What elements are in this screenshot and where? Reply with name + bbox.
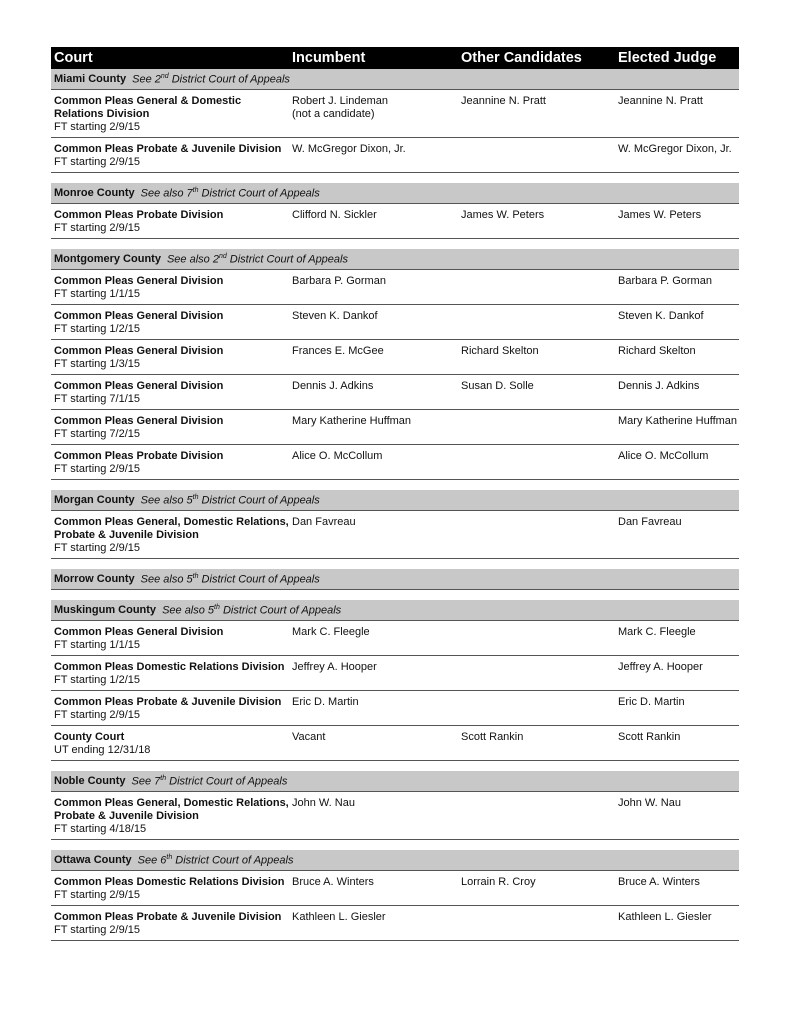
appeals-reference-suffix: District Court of Appeals [198,573,320,586]
court-cell [51,876,289,902]
court-cell [51,345,289,371]
appeals-reference-suffix: District Court of Appeals [219,604,342,617]
elected-judge-cell: James W. Peters [618,209,702,221]
table-row [51,871,739,906]
appeals-reference [132,73,290,86]
court-name: Common Pleas General & Domestic Relations Division [54,95,242,120]
court-cell [51,275,289,301]
court-name: Common Pleas General Division [54,626,224,638]
other-candidates-cell [458,661,615,687]
incumbent-name: Eric D. Martin [292,696,359,708]
other-candidates-cell: Richard Skelton [461,345,539,357]
section-gap [51,559,739,569]
county-header [51,490,739,511]
appeals-reference-prefix: See 2 [132,73,161,86]
term-text: FT starting 1/1/15 [54,639,141,651]
county-name: Noble County [54,775,126,787]
elected-judge-cell: Barbara P. Gorman [618,275,712,287]
other-candidates-cell [458,911,615,937]
county-header [51,850,739,871]
incumbent-name: Frances E. McGee [292,345,384,357]
county-header [51,249,739,270]
court-name: Common Pleas General, Domestic Relations, Probate & Juvenile Division [54,797,289,822]
incumbent-name: Dennis J. Adkins [292,380,374,392]
appeals-reference [132,775,288,788]
county-name: Ottawa County [54,854,132,866]
appeals-reference-ordinal: th [214,603,220,611]
county-name: Muskingum County [54,604,157,616]
court-name: Common Pleas General Division [54,345,224,357]
incumbent-name: Jeffrey A. Hooper [292,661,377,673]
section-gap [51,239,739,249]
table-body [51,69,739,941]
table-row [51,621,739,656]
incumbent-cell [289,516,458,555]
incumbent-cell [289,209,458,235]
court-cell [51,143,289,169]
table-row [51,792,739,840]
county-header [51,771,739,792]
court-cell [51,415,289,441]
elected-judge-cell: Dennis J. Adkins [618,380,700,392]
court-name: Common Pleas Probate & Juvenile Division [54,696,282,708]
county-header [51,600,739,621]
appeals-reference-suffix: District Court of Appeals [166,775,288,788]
elected-judge-cell: Bruce A. Winters [618,876,700,888]
appeals-reference-prefix: See 7 [131,775,161,788]
table-row [51,445,739,480]
term-text: FT starting 2/9/15 [54,222,141,234]
table-row [51,656,739,691]
incumbent-cell [289,345,458,371]
other-candidates-cell [458,415,615,441]
incumbent-cell [289,626,458,652]
term-text: FT starting 2/9/15 [54,156,141,168]
appeals-reference-ordinal: nd [160,72,169,80]
elected-judge-cell: John W. Nau [618,797,681,809]
county-name: Montgomery County [54,253,161,265]
incumbent-name: Steven K. Dankof [292,310,378,322]
section-gap [51,840,739,850]
header-incumbent: Incumbent [292,50,366,66]
other-candidates-cell [458,626,615,652]
header-other-candidates: Other Candidates [461,50,582,66]
incumbent-name: W. McGregor Dixon, Jr. [292,143,406,155]
incumbent-cell [289,415,458,441]
incumbent-name: Mary Katherine Huffman [292,415,412,427]
incumbent-note: (not a candidate) [292,108,375,120]
appeals-reference-prefix: See also 5 [140,573,193,586]
section-gap [51,590,739,600]
other-candidates-cell [458,797,615,836]
incumbent-cell [289,731,458,757]
court-cell [51,516,289,555]
appeals-reference [141,573,320,586]
other-candidates-cell [458,516,615,555]
elected-judge-cell: Richard Skelton [618,345,696,357]
term-text: UT ending 12/31/18 [54,744,151,756]
other-candidates-cell [458,450,615,476]
table-row [51,691,739,726]
term-text: FT starting 2/9/15 [54,121,141,133]
court-cell [51,95,289,134]
county-name: Miami County [54,73,127,85]
table-row [51,726,739,761]
county-name: Morgan County [54,494,135,506]
appeals-reference-prefix: See also 2 [166,253,219,266]
table-row [51,410,739,445]
table-row [51,906,739,941]
term-text: FT starting 2/9/15 [54,709,141,721]
court-name: Common Pleas General, Domestic Relations, Probate & Juvenile Division [54,516,289,541]
appeals-reference-suffix: District Court of Appeals [168,73,290,86]
elected-judge-cell: Scott Rankin [618,731,681,743]
incumbent-cell [289,661,458,687]
table-row [51,270,739,305]
appeals-reference-ordinal: nd [218,252,227,260]
term-text: FT starting 1/2/15 [54,323,141,335]
term-text: FT starting 4/18/15 [54,823,147,835]
other-candidates-cell: Susan D. Solle [461,380,534,392]
appeals-reference-suffix: District Court of Appeals [172,854,294,867]
appeals-reference-ordinal: th [192,186,199,194]
county-name: Morrow County [54,573,135,585]
incumbent-name: Alice O. McCollum [292,450,383,462]
election-results-table [51,47,739,941]
term-text: FT starting 7/2/15 [54,428,141,440]
header-court: Court [54,50,93,66]
court-name: Common Pleas General Division [54,310,224,322]
term-text: FT starting 2/9/15 [54,889,141,901]
court-cell [51,696,289,722]
court-cell [51,911,289,937]
appeals-reference-prefix: See 6 [137,854,167,867]
other-candidates-cell [458,143,615,169]
incumbent-name: John W. Nau [292,797,355,809]
county-header [51,183,739,204]
table-row [51,340,739,375]
court-cell [51,661,289,687]
other-candidates-cell: Lorrain R. Croy [461,876,536,888]
elected-judge-cell: Kathleen L. Giesler [618,911,712,923]
table-row [51,138,739,173]
incumbent-cell [289,696,458,722]
table-row [51,90,739,138]
incumbent-name: Clifford N. Sickler [292,209,377,221]
court-name: Common Pleas General Division [54,275,224,287]
court-name: Common Pleas Domestic Relations Division [54,876,285,888]
incumbent-cell [289,380,458,406]
incumbent-name: Vacant [292,731,326,743]
appeals-reference-ordinal: th [192,493,199,501]
appeals-reference [141,494,320,507]
incumbent-name: Kathleen L. Giesler [292,911,386,923]
elected-judge-cell: Eric D. Martin [618,696,685,708]
appeals-reference-ordinal: th [160,774,167,782]
elected-judge-cell: Dan Favreau [618,516,682,528]
court-cell [51,797,289,836]
appeals-reference-prefix: See also 5 [140,494,193,507]
other-candidates-cell: Scott Rankin [461,731,524,743]
county-name: Monroe County [54,187,135,199]
county-header [51,69,739,90]
term-text: FT starting 1/1/15 [54,288,141,300]
incumbent-cell [289,911,458,937]
appeals-reference-suffix: District Court of Appeals [198,187,320,200]
court-name: Common Pleas Domestic Relations Division [54,661,285,673]
incumbent-cell [289,797,458,836]
term-text: FT starting 2/9/15 [54,924,141,936]
elected-judge-cell: Mary Katherine Huffman [618,415,738,427]
court-cell [51,450,289,476]
court-cell [51,626,289,652]
section-gap [51,480,739,490]
incumbent-name: Mark C. Fleegle [292,626,370,638]
table-row [51,305,739,340]
appeals-reference-prefix: See also 7 [140,187,193,200]
incumbent-cell [289,95,458,134]
section-gap [51,173,739,183]
elected-judge-cell: Jeannine N. Pratt [618,95,703,107]
court-cell [51,380,289,406]
elected-judge-cell: Jeffrey A. Hooper [618,661,703,673]
incumbent-name: Robert J. Lindeman [292,95,388,107]
header-elected-judge: Elected Judge [618,50,717,66]
incumbent-name: Dan Favreau [292,516,356,528]
court-name: Common Pleas Probate & Juvenile Division [54,911,282,923]
court-name: Common Pleas Probate Division [54,450,224,462]
term-text: FT starting 7/1/15 [54,393,141,405]
appeals-reference [141,187,320,200]
table-row [51,375,739,410]
appeals-reference-ordinal: th [166,853,173,861]
other-candidates-cell [458,310,615,336]
appeals-reference-suffix: District Court of Appeals [198,494,320,507]
term-text: FT starting 1/2/15 [54,674,141,686]
court-cell [51,310,289,336]
incumbent-cell [289,876,458,902]
term-text: FT starting 2/9/15 [54,542,141,554]
incumbent-cell [289,143,458,169]
table-row [51,204,739,239]
court-name: Common Pleas General Division [54,380,224,392]
county-header [51,569,739,590]
other-candidates-cell: James W. Peters [461,209,545,221]
other-candidates-cell: Jeannine N. Pratt [461,95,546,107]
appeals-reference [167,253,348,266]
court-name: County Court [54,731,125,743]
court-cell [51,731,289,757]
incumbent-cell [289,310,458,336]
elected-judge-cell: Alice O. McCollum [618,450,709,462]
elected-judge-cell: W. McGregor Dixon, Jr. [618,143,732,155]
court-name: Common Pleas Probate Division [54,209,224,221]
incumbent-name: Barbara P. Gorman [292,275,386,287]
elected-judge-cell: Mark C. Fleegle [618,626,696,638]
appeals-reference [162,604,341,617]
term-text: FT starting 1/3/15 [54,358,141,370]
table-row [51,511,739,559]
appeals-reference-prefix: See also 5 [162,604,215,617]
term-text: FT starting 2/9/15 [54,463,141,475]
appeals-reference-ordinal: th [192,572,199,580]
incumbent-cell [289,275,458,301]
incumbent-name: Bruce A. Winters [292,876,374,888]
appeals-reference-suffix: District Court of Appeals [226,253,348,266]
table-header [51,47,739,69]
court-name: Common Pleas Probate & Juvenile Division [54,143,282,155]
elected-judge-cell: Steven K. Dankof [618,310,704,322]
appeals-reference [138,854,294,867]
court-name: Common Pleas General Division [54,415,224,427]
court-cell [51,209,289,235]
other-candidates-cell [458,275,615,301]
section-gap [51,761,739,771]
incumbent-cell [289,450,458,476]
other-candidates-cell [458,696,615,722]
